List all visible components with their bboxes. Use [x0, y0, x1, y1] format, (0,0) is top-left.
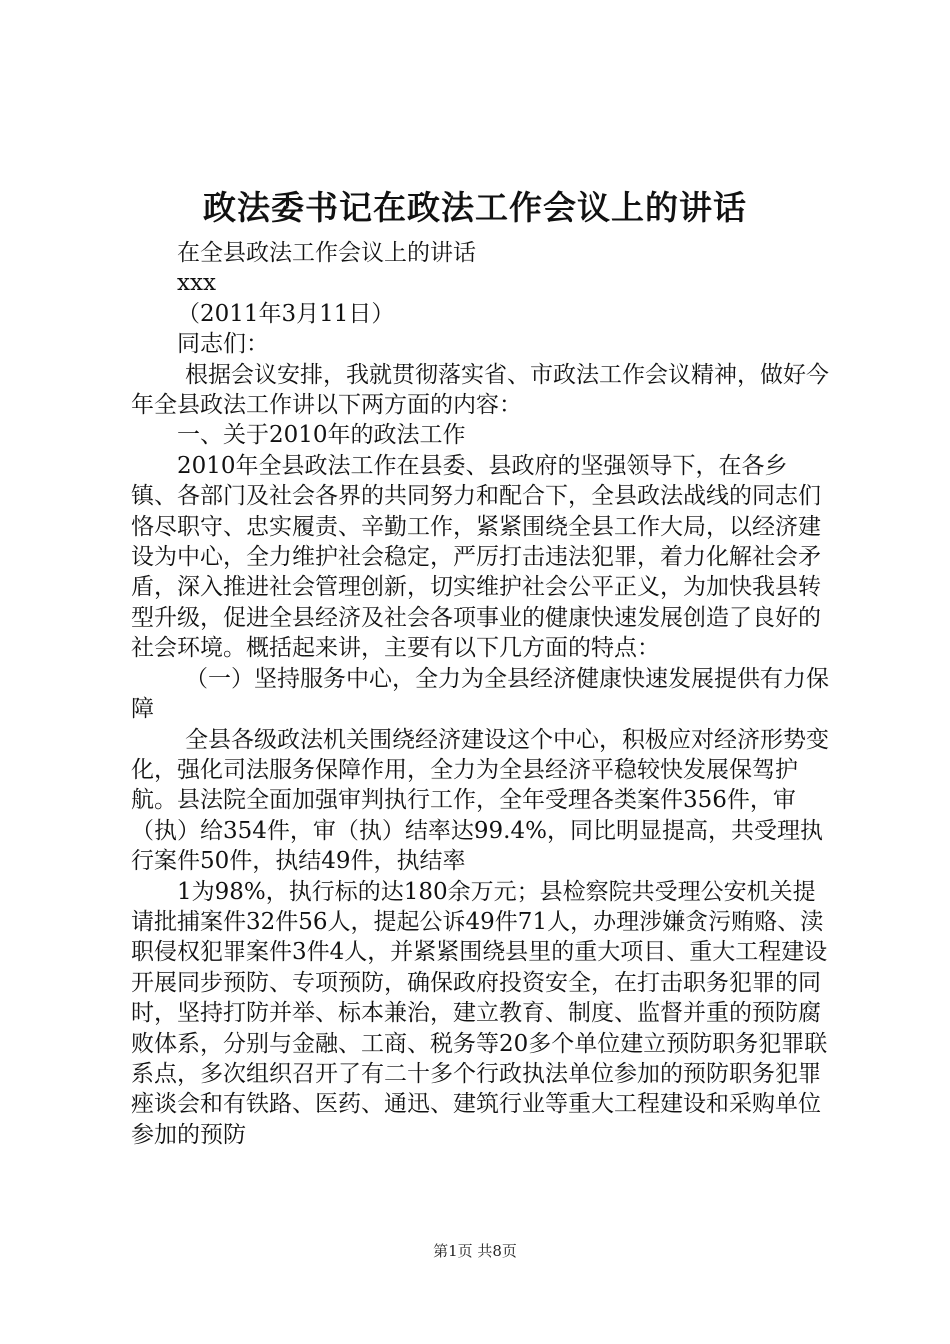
paragraph: 全县各级政法机关围绕经济建设这个中心，积极应对经济形势变化，强化司法服务保障作用，全力为全县经济平稳较快发展保驾护航。县法院全面加强审判执行工作，全年受理各类案件356件，审（执）给354件，审（执）结率达99.4%，同比明显提高，共受理执行案件50件，执结49件，执结率: [131, 726, 829, 875]
paragraph: 1为98%，执行标的达180余万元；县检察院共受理公安机关提请批捕案件32件56人，提起公诉49件71人，办理涉嫌贪污贿赂、渎职侵权犯罪案件3件4人，并紧紧围绕县里的重大项目、重大工程建设开展同步预防、专项预防，确保政府投资安全，在打击职务犯罪的同时，坚持打防并举、标本兼治，建立教育、制度、监督并重的预防腐败体系，分别与金融、工商、税务等20多个单位建立预防职务犯罪联系点，多次组织召开了有二十多个行政执法单位参加的预防职务犯罪痤谈会和有铁路、医药、通迅、建筑行业等重大工程建设和采购单位参加的预防: [131, 878, 828, 1148]
paragraph: 2010年全县政法工作在县委、县政府的坚强领导下，在各乡镇、各部门及社会各界的共同努力和配合下，全县政法战线的同志们恪尽职守、忠实履责、辛勤工作，紧紧围绕全县工作大局，以经济建设为中心，全力维护社会稳定，严厉打击违法犯罪，着力化解社会矛盾，深入推进社会管理创新，切实维护社会公平正义，为加快我县转型升级，促进全县经济及社会各项事业的健康快速发展创造了良好的社会环境。概括起来讲，主要有以下几方面的特点：: [131, 452, 821, 662]
author-line: xxx: [177, 270, 216, 297]
section-heading: 一、关于2010年的政法工作: [177, 422, 466, 449]
document-body: [131, 238, 831, 1150]
subsection-heading: （一）坚持服务中心，全力为全县经济健康快速发展提供有力保障: [131, 665, 829, 723]
paragraph: 根据会议安排，我就贯彻落实省、市政法工作会议精神，做好今年全县政法工作讲以下两方面的内容：: [131, 361, 829, 419]
date-line: （2011年3月11日）: [177, 300, 395, 327]
document-title: 政法委书记在政法工作会议上的讲话: [203, 188, 747, 227]
subtitle-line: 在全县政法工作会议上的讲话: [177, 240, 476, 266]
page-footer: 第1页 共8页: [433, 1242, 517, 1260]
salutation-line: 同志们：: [177, 331, 269, 358]
